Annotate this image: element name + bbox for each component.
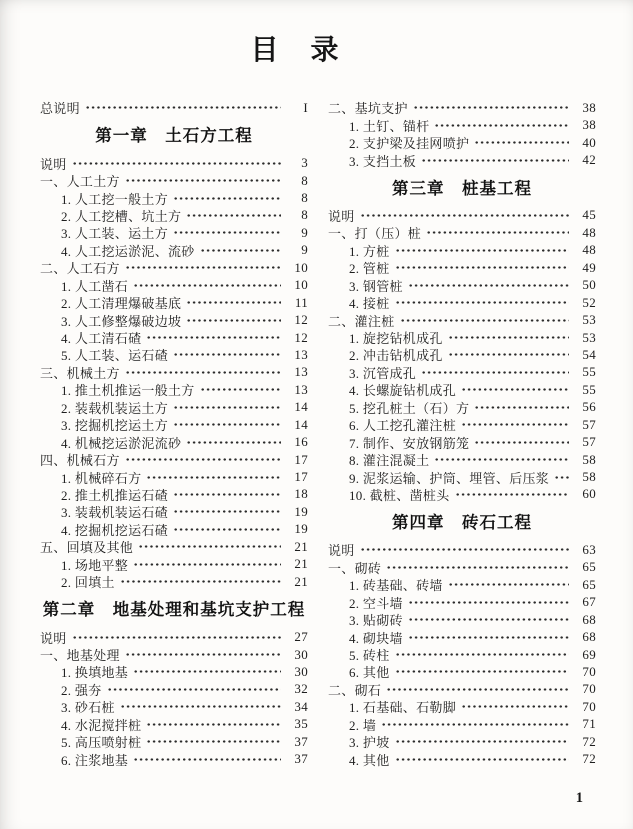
toc-entry-page: 19 xyxy=(294,503,308,519)
toc-entry xyxy=(40,750,308,767)
toc-entry xyxy=(328,259,596,276)
toc-entry-label: 1. 人工凿石 xyxy=(61,278,129,294)
toc-entry-label: 4. 水泥搅拌桩 xyxy=(61,717,142,733)
dot-leader xyxy=(426,226,569,239)
toc-column-left xyxy=(40,99,308,768)
toc-entry-label: 1. 推土机推运一般土方 xyxy=(61,383,195,399)
toc-entry xyxy=(40,503,308,520)
toc-entry-page: 21 xyxy=(294,573,308,589)
toc-entry-page: 54 xyxy=(582,346,596,362)
toc-entry-label: 9. 泥浆运输、护筒、埋管、后压浆 xyxy=(349,470,550,486)
toc-entry-label: 1. 机械碎石方 xyxy=(61,470,142,486)
toc-entry-label: 5. 高压喷射桩 xyxy=(61,735,142,751)
dot-leader xyxy=(386,561,569,574)
toc-entry-label: 1. 土钉、锚杆 xyxy=(349,118,430,134)
dot-leader xyxy=(173,418,281,431)
toc-entry-page: 30 xyxy=(294,663,308,679)
toc-entry xyxy=(40,556,308,573)
toc-entry-page: 50 xyxy=(582,277,596,293)
toc-entry-label: 5. 挖孔桩土（石）方 xyxy=(349,400,470,416)
toc-entry-label: 五、回填及其他 xyxy=(40,540,134,556)
toc-entry-label: 1. 石基础、石勒脚 xyxy=(349,700,456,716)
toc-entry-page: 27 xyxy=(294,629,308,645)
toc-entry xyxy=(40,646,308,663)
toc-entry xyxy=(328,663,596,680)
toc-entry-page: 35 xyxy=(294,716,308,732)
toc-entry xyxy=(40,416,308,433)
toc-entry xyxy=(328,207,596,224)
toc-entry xyxy=(40,154,308,171)
dot-leader xyxy=(395,244,570,257)
toc-entry-label: 2. 装载机装运土方 xyxy=(61,400,168,416)
toc-entry-label: 二、砌石 xyxy=(328,682,382,698)
dot-leader xyxy=(133,753,281,766)
dot-leader xyxy=(395,735,570,748)
toc-entry xyxy=(328,381,596,398)
toc-entry xyxy=(40,399,308,416)
toc-entry xyxy=(328,329,596,346)
toc-entry-label: 3. 贴砌砖 xyxy=(349,613,403,629)
toc-entry-label: 2. 空斗墙 xyxy=(349,595,403,611)
toc-entry xyxy=(328,151,596,168)
chapter-heading: 第三章 桩基工程 xyxy=(392,178,532,198)
dot-leader xyxy=(173,401,281,414)
dot-leader xyxy=(381,718,569,731)
dot-leader xyxy=(474,136,569,149)
toc-entry-label: 3. 挖掘机挖运土方 xyxy=(61,418,168,434)
toc-entry-label: 3. 支挡土板 xyxy=(349,153,417,169)
dot-leader xyxy=(461,418,569,431)
toc-entry-label: 4. 人工清石碴 xyxy=(61,331,142,347)
dot-leader xyxy=(395,261,570,274)
dot-leader xyxy=(395,296,570,309)
toc-entry-label: 1. 旋挖钻机成孔 xyxy=(349,331,443,347)
toc-entry-label: 说明 xyxy=(328,543,355,559)
dot-leader xyxy=(448,348,569,361)
toc-entry-label: 说明 xyxy=(40,630,67,646)
toc-entry-label: 二、灌注桩 xyxy=(328,313,395,329)
toc-entry xyxy=(328,311,596,328)
toc-entry xyxy=(328,486,596,503)
dot-leader xyxy=(455,488,570,501)
toc-entry-label: 3. 砂石桩 xyxy=(61,700,115,716)
dot-leader xyxy=(461,383,569,396)
toc-entry xyxy=(40,189,308,206)
toc-entry xyxy=(40,311,308,328)
dot-leader xyxy=(200,244,281,257)
dot-leader xyxy=(200,383,281,396)
dot-leader xyxy=(408,631,569,644)
dot-leader xyxy=(474,401,569,414)
toc-entry-page: 18 xyxy=(294,486,308,502)
toc-entry xyxy=(40,663,308,680)
toc-entry xyxy=(328,451,596,468)
toc-entry-label: 1. 人工挖一般土方 xyxy=(61,191,168,207)
dot-leader xyxy=(408,596,569,609)
toc-entry-page: 12 xyxy=(294,329,308,345)
toc-entry xyxy=(328,294,596,311)
dot-leader xyxy=(120,700,281,713)
toc-entry-page: 55 xyxy=(582,364,596,380)
dot-leader xyxy=(120,575,281,588)
dot-leader xyxy=(173,523,281,536)
toc-column-right xyxy=(328,99,596,768)
dot-leader xyxy=(421,366,569,379)
toc-entry xyxy=(40,433,308,450)
dot-leader xyxy=(186,436,281,449)
toc-entry-label: 一、砌砖 xyxy=(328,560,382,576)
toc-entry-page: 72 xyxy=(582,733,596,749)
toc-entry-page: 53 xyxy=(582,312,596,328)
toc-entry-page: 38 xyxy=(582,117,596,133)
toc-entry xyxy=(328,399,596,416)
toc-entry xyxy=(40,486,308,503)
dot-leader xyxy=(72,157,281,170)
dot-leader xyxy=(400,314,569,327)
dot-leader xyxy=(173,192,281,205)
toc-entry-label: 3. 装载机装运石碴 xyxy=(61,505,168,521)
toc-entry xyxy=(328,646,596,663)
toc-entry xyxy=(328,346,596,363)
toc-entry-page: 67 xyxy=(582,594,596,610)
dot-leader xyxy=(395,665,570,678)
toc-entry-page: 60 xyxy=(582,486,596,502)
dot-leader xyxy=(554,471,569,484)
toc-entry-label: 4. 机械挖运淤泥流砂 xyxy=(61,435,182,451)
dot-leader xyxy=(413,101,569,114)
dot-leader xyxy=(146,331,281,344)
dot-leader xyxy=(72,631,281,644)
toc-entry-page: 42 xyxy=(582,152,596,168)
toc-entry-page: 63 xyxy=(582,541,596,557)
toc-entry-label: 二、人工石方 xyxy=(40,261,120,277)
toc-entry-label: 2. 支护梁及挂网喷护 xyxy=(349,136,470,152)
toc-entry-page: 32 xyxy=(294,681,308,697)
toc-entry xyxy=(40,381,308,398)
toc-entry xyxy=(40,681,308,698)
dot-leader xyxy=(173,348,281,361)
dot-leader xyxy=(448,578,569,591)
toc-entry xyxy=(328,224,596,241)
toc-entry-page: 19 xyxy=(294,521,308,537)
toc-entry-label: 1. 换填地基 xyxy=(61,665,129,681)
toc-entry-page: 13 xyxy=(294,364,308,380)
toc-entry xyxy=(328,559,596,576)
toc-entry-label: 2. 管桩 xyxy=(349,261,390,277)
toc-entry xyxy=(328,242,596,259)
toc-entry-page: 40 xyxy=(582,134,596,150)
toc-entry-page: 16 xyxy=(294,434,308,450)
toc-entry-label: 2. 推土机推运石碴 xyxy=(61,487,168,503)
dot-leader xyxy=(85,101,281,114)
toc-entry-label: 1. 场地平整 xyxy=(61,557,129,573)
toc-entry-page: 30 xyxy=(294,646,308,662)
toc-entry-page: 34 xyxy=(294,698,308,714)
chapter-heading: 第一章 土石方工程 xyxy=(95,126,253,146)
toc-entry xyxy=(328,277,596,294)
dot-leader xyxy=(461,700,569,713)
toc-entry-label: 6. 注浆地基 xyxy=(61,752,129,768)
dot-leader xyxy=(146,718,281,731)
toc-entry xyxy=(328,99,596,116)
toc-entry xyxy=(40,538,308,555)
dot-leader xyxy=(125,453,281,466)
toc-entry xyxy=(328,576,596,593)
toc-entry-page: 11 xyxy=(294,294,308,310)
toc-entry-page: 8 xyxy=(301,207,308,223)
toc-entry-label: 三、机械土方 xyxy=(40,365,120,381)
dot-leader xyxy=(125,648,281,661)
dot-leader xyxy=(133,558,281,571)
toc-entry xyxy=(40,207,308,224)
toc-entry-page: I xyxy=(303,99,308,115)
dot-leader xyxy=(138,540,281,553)
toc-entry xyxy=(328,611,596,628)
toc-entry-page: 37 xyxy=(294,733,308,749)
toc-entry-page: 70 xyxy=(582,698,596,714)
toc-entry-page: 9 xyxy=(301,242,308,258)
toc-entry-page: 72 xyxy=(582,751,596,767)
dot-leader xyxy=(173,226,281,239)
dot-leader xyxy=(186,314,281,327)
dot-leader xyxy=(186,209,281,222)
toc-entry-page: 17 xyxy=(294,451,308,467)
toc-entry-page: 21 xyxy=(294,538,308,554)
toc-entry xyxy=(328,116,596,133)
toc-entry-label: 说明 xyxy=(40,156,67,172)
page-title: 目 录 xyxy=(250,35,341,66)
toc-entry xyxy=(328,468,596,485)
toc-entry-label: 6. 人工挖孔灌注桩 xyxy=(349,418,456,434)
toc-entry-label: 8. 灌注混凝土 xyxy=(349,453,430,469)
toc-entry-page: 55 xyxy=(582,381,596,397)
toc-entry-page: 12 xyxy=(294,312,308,328)
toc-entry-label: 一、人工土方 xyxy=(40,174,120,190)
toc-entry-label: 2. 强夯 xyxy=(61,682,102,698)
toc-entry xyxy=(40,628,308,645)
toc-entry-page: 68 xyxy=(582,611,596,627)
dot-leader xyxy=(125,261,281,274)
toc-entry-label: 3. 沉管成孔 xyxy=(349,365,417,381)
toc-entry xyxy=(40,364,308,381)
page-number: 1 xyxy=(575,790,583,806)
toc-entry-label: 3. 钢管桩 xyxy=(349,278,403,294)
toc-entry xyxy=(40,242,308,259)
toc-entry xyxy=(328,716,596,733)
toc-entry-label: 7. 制作、安放钢筋笼 xyxy=(349,435,470,451)
toc-entry-page: 49 xyxy=(582,259,596,275)
toc-entry-page: 58 xyxy=(582,469,596,485)
dot-leader xyxy=(395,753,570,766)
toc-entry xyxy=(328,681,596,698)
dot-leader xyxy=(173,505,281,518)
toc-entry-label: 4. 挖掘机挖运石碴 xyxy=(61,522,168,538)
toc-entry-label: 4. 人工挖运淤泥、流砂 xyxy=(61,243,195,259)
toc-entry-label: 2. 回填土 xyxy=(61,575,115,591)
toc-entry-label: 2. 人工清理爆破基底 xyxy=(61,296,182,312)
toc-entry-label: 3. 护坡 xyxy=(349,735,390,751)
dot-leader xyxy=(448,331,569,344)
toc-entry xyxy=(328,594,596,611)
dot-leader xyxy=(133,665,281,678)
dot-leader xyxy=(386,683,569,696)
toc-entry-label: 四、机械石方 xyxy=(40,453,120,469)
toc-entry xyxy=(40,346,308,363)
toc-entry-page: 13 xyxy=(294,381,308,397)
dot-leader xyxy=(408,279,569,292)
toc-entry-page: 9 xyxy=(301,224,308,240)
toc-entry-label: 5. 人工装、运石碴 xyxy=(61,348,168,364)
toc-entry-page: 14 xyxy=(294,399,308,415)
toc-entry xyxy=(40,451,308,468)
toc-entry-page: 71 xyxy=(582,716,596,732)
toc-entry xyxy=(40,329,308,346)
toc-entry xyxy=(328,134,596,151)
toc-entry-page: 14 xyxy=(294,416,308,432)
toc-entry-page: 10 xyxy=(294,259,308,275)
dot-leader xyxy=(146,471,281,484)
toc-entry-page: 52 xyxy=(582,294,596,310)
toc-entry xyxy=(40,733,308,750)
toc-entry-page: 56 xyxy=(582,399,596,415)
toc-entry-page: 68 xyxy=(582,629,596,645)
dot-leader xyxy=(173,488,281,501)
toc-entry xyxy=(328,750,596,767)
toc-entry-label: 4. 接桩 xyxy=(349,296,390,312)
toc-entry xyxy=(328,628,596,645)
dot-leader xyxy=(421,154,569,167)
toc-entry xyxy=(40,294,308,311)
chapter-heading: 第四章 砖石工程 xyxy=(392,513,532,533)
toc-entry-page: 10 xyxy=(294,277,308,293)
toc-entry-page: 65 xyxy=(582,559,596,575)
toc-entry xyxy=(40,573,308,590)
toc-entry-label: 2. 墙 xyxy=(349,717,377,733)
toc-entry-page: 45 xyxy=(582,207,596,223)
toc-entry-page: 17 xyxy=(294,469,308,485)
toc-entry-label: 二、基坑支护 xyxy=(328,101,408,117)
toc-entry-label: 2. 冲击钻机成孔 xyxy=(349,348,443,364)
toc-entry xyxy=(328,364,596,381)
toc-entry xyxy=(40,468,308,485)
toc-entry-page: 13 xyxy=(294,346,308,362)
toc-entry-label: 一、地基处理 xyxy=(40,648,120,664)
toc-entry-label: 1. 砖基础、砖墙 xyxy=(349,578,443,594)
toc-entry xyxy=(328,698,596,715)
dot-leader xyxy=(360,209,569,222)
toc-entry xyxy=(328,433,596,450)
toc-entry-page: 37 xyxy=(294,751,308,767)
toc-entry-label: 6. 其他 xyxy=(349,665,390,681)
toc-entry-page: 70 xyxy=(582,681,596,697)
dot-leader xyxy=(408,613,569,626)
toc-entry-page: 21 xyxy=(294,556,308,572)
dot-leader xyxy=(125,366,281,379)
dot-leader xyxy=(474,436,569,449)
toc-entry-page: 48 xyxy=(582,224,596,240)
dot-leader xyxy=(125,174,281,187)
toc-entry xyxy=(40,224,308,241)
toc-entry-page: 38 xyxy=(582,99,596,115)
toc-entry-page: 8 xyxy=(301,190,308,206)
toc-entry-label: 4. 砌块墙 xyxy=(349,630,403,646)
toc-entry xyxy=(40,716,308,733)
toc-entry-label: 3. 人工装、运土方 xyxy=(61,226,168,242)
toc-entry-label: 10. 截桩、凿桩头 xyxy=(349,487,450,503)
toc-entry-page: 8 xyxy=(301,172,308,188)
toc-entry-label: 5. 砖柱 xyxy=(349,648,390,664)
toc-entry-page: 53 xyxy=(582,329,596,345)
dot-leader xyxy=(133,279,281,292)
toc-entry xyxy=(40,698,308,715)
toc-entry-page: 69 xyxy=(582,646,596,662)
toc-entry-page: 58 xyxy=(582,451,596,467)
toc-entry-label: 4. 其他 xyxy=(349,752,390,768)
toc-entry-page: 65 xyxy=(582,576,596,592)
toc-entry-label: 1. 方桩 xyxy=(349,243,390,259)
toc-entry-label: 3. 人工修整爆破边坡 xyxy=(61,313,182,329)
toc-entry xyxy=(40,277,308,294)
toc-entry-page: 48 xyxy=(582,242,596,258)
toc-entry xyxy=(40,259,308,276)
toc-entry-label: 一、打（压）桩 xyxy=(328,226,422,242)
dot-leader xyxy=(395,648,570,661)
dot-leader xyxy=(146,735,281,748)
dot-leader xyxy=(434,119,569,132)
dot-leader xyxy=(360,543,569,556)
toc-entry-label: 2. 人工挖槽、坑土方 xyxy=(61,208,182,224)
toc-entry xyxy=(328,416,596,433)
toc-entry-page: 70 xyxy=(582,663,596,679)
toc-entry xyxy=(40,172,308,189)
chapter-heading: 第二章 地基处理和基坑支护工程 xyxy=(42,600,306,620)
toc-entry-label: 说明 xyxy=(328,208,355,224)
toc-entry-label: 4. 长螺旋钻机成孔 xyxy=(349,383,456,399)
toc-entry xyxy=(40,99,308,116)
dot-leader xyxy=(434,453,569,466)
toc-entry-page: 57 xyxy=(582,416,596,432)
toc-entry-page: 57 xyxy=(582,434,596,450)
toc-entry-page: 3 xyxy=(301,155,308,171)
toc-entry xyxy=(328,541,596,558)
toc-entry xyxy=(40,521,308,538)
toc-entry xyxy=(328,733,596,750)
toc-entry-label: 总说明 xyxy=(40,101,80,117)
dot-leader xyxy=(107,683,282,696)
dot-leader xyxy=(186,296,281,309)
